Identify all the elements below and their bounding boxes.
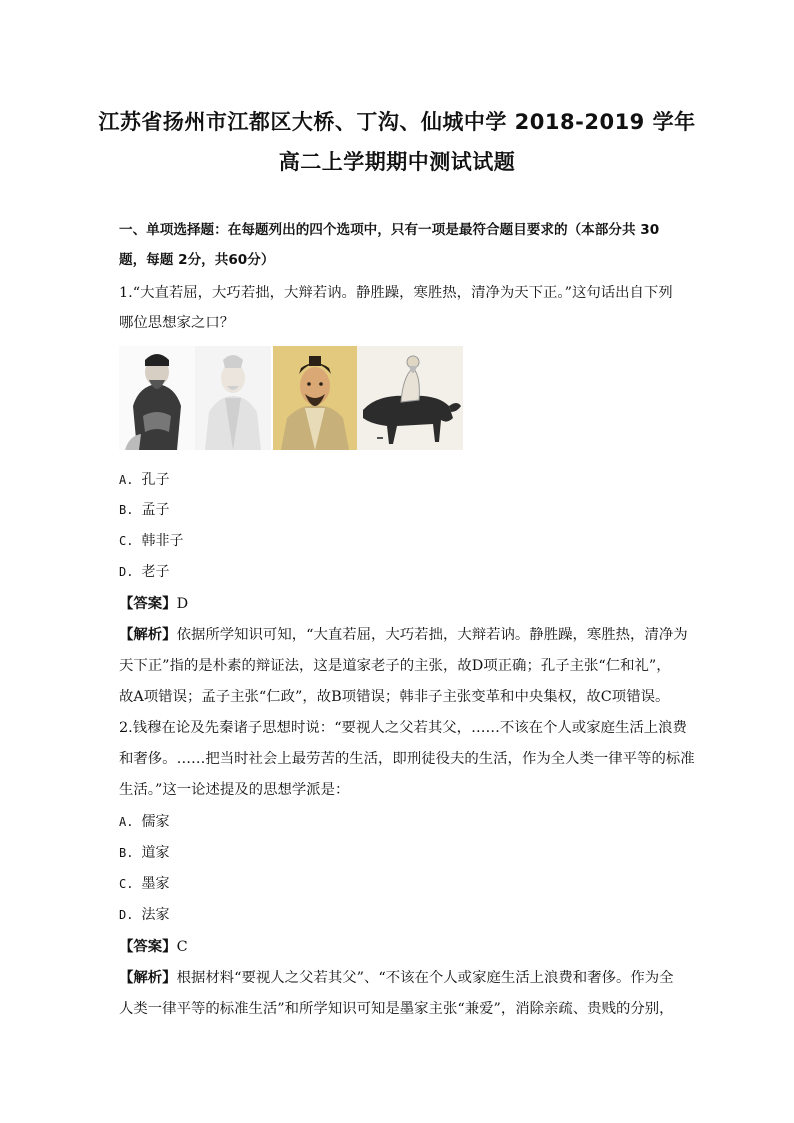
option-letter: B. (119, 846, 134, 860)
section-heading-line2: 题，每题 2分，共60分） (119, 252, 275, 268)
document-title-line1: 江苏省扬州市江都区大桥、丁沟、仙城中学 2018-2019 学年 (98, 110, 696, 134)
q2-option-a (119, 811, 169, 831)
q1-answer (119, 592, 188, 613)
option-text: 韩非子 (141, 533, 184, 549)
q1-stem-line2: 哪位思想家之口？ (119, 315, 235, 331)
q2-analysis-line1 (119, 966, 674, 987)
option-text: 孔子 (141, 472, 170, 488)
option-text: 法家 (141, 907, 170, 923)
option-text: 墨家 (141, 876, 170, 892)
option-text: 道家 (141, 845, 170, 861)
analysis-label: 【解析】 (119, 970, 177, 986)
analysis-text: 根据材料“要视人之父若其父”、“不该在个人或家庭生活上浪费和奢侈。作为全 (176, 970, 674, 986)
option-letter: B. (119, 503, 134, 517)
q1-analysis-line1 (119, 623, 688, 644)
answer-label: 【答案】 (119, 596, 177, 612)
analysis-text: 依据所学知识可知，“大直若屈，大巧若拙，大辩若讷。静胜躁，寒胜热，清净为 (176, 627, 688, 643)
q2-option-d (119, 904, 169, 924)
portrait-mencius-image (195, 346, 271, 450)
option-text: 孟子 (141, 502, 170, 518)
q1-option-c (119, 530, 183, 550)
q1-option-d (119, 561, 169, 581)
option-letter: C. (119, 534, 134, 548)
analysis-label: 【解析】 (119, 627, 177, 643)
portrait-confucius-image (119, 346, 195, 450)
q2-analysis-line2: 人类一律平等的标准生活”和所学知识可知是墨家主张“兼爱”，消除亲疏、贵贱的分别， (119, 1001, 674, 1017)
section-heading-line1: 一、单项选择题：在每题列出的四个选项中，只有一项是最符合题目要求的（本部分共 30 (119, 222, 660, 238)
q1-analysis-line2: 天下正”指的是朴素的辩证法，这是道家老子的主张，故D项正确；孔子主张“仁和礼”， (119, 658, 671, 674)
answer-value: C (176, 939, 188, 955)
q2-option-b (119, 842, 169, 862)
q2-stem-line3: 生活。”这一论述提及的思想学派是： (119, 782, 350, 798)
document-title-line2: 高二上学期期中测试试题 (278, 150, 516, 174)
q1-option-a (119, 469, 169, 489)
option-letter: D. (119, 908, 134, 922)
option-text: 老子 (141, 564, 170, 580)
option-letter: A. (119, 815, 134, 829)
option-letter: C. (119, 877, 134, 891)
q1-stem-line1: 1.“大直若屈，大巧若拙，大辩若讷。静胜躁，寒胜热，清净为天下正。”这句话出自下列 (119, 285, 673, 301)
q1-analysis-line3: 故A项错误；孟子主张“仁政”，故B项错误；韩非子主张变革和中央集权，故C项错误。 (119, 689, 670, 705)
q1-option-b (119, 499, 169, 519)
option-text: 儒家 (141, 814, 170, 830)
portrait-han-feizi-image (273, 346, 357, 450)
q2-stem-line2: 和奢侈。……把当时社会上最劳苦的生活，即刑徒役夫的生活，作为全人类一律平等的标准 (119, 751, 695, 767)
option-letter: D. (119, 565, 134, 579)
answer-value: D (176, 596, 189, 612)
answer-label: 【答案】 (119, 939, 177, 955)
q2-answer (119, 935, 188, 956)
q2-option-c (119, 873, 169, 893)
option-letter: A. (119, 473, 134, 487)
q2-stem-line1: 2.钱穆在论及先秦诸子思想时说：“要视人之父若其父，……不该在个人或家庭生活上浪费 (119, 720, 687, 736)
portrait-laozi-on-ox-image (357, 346, 463, 450)
